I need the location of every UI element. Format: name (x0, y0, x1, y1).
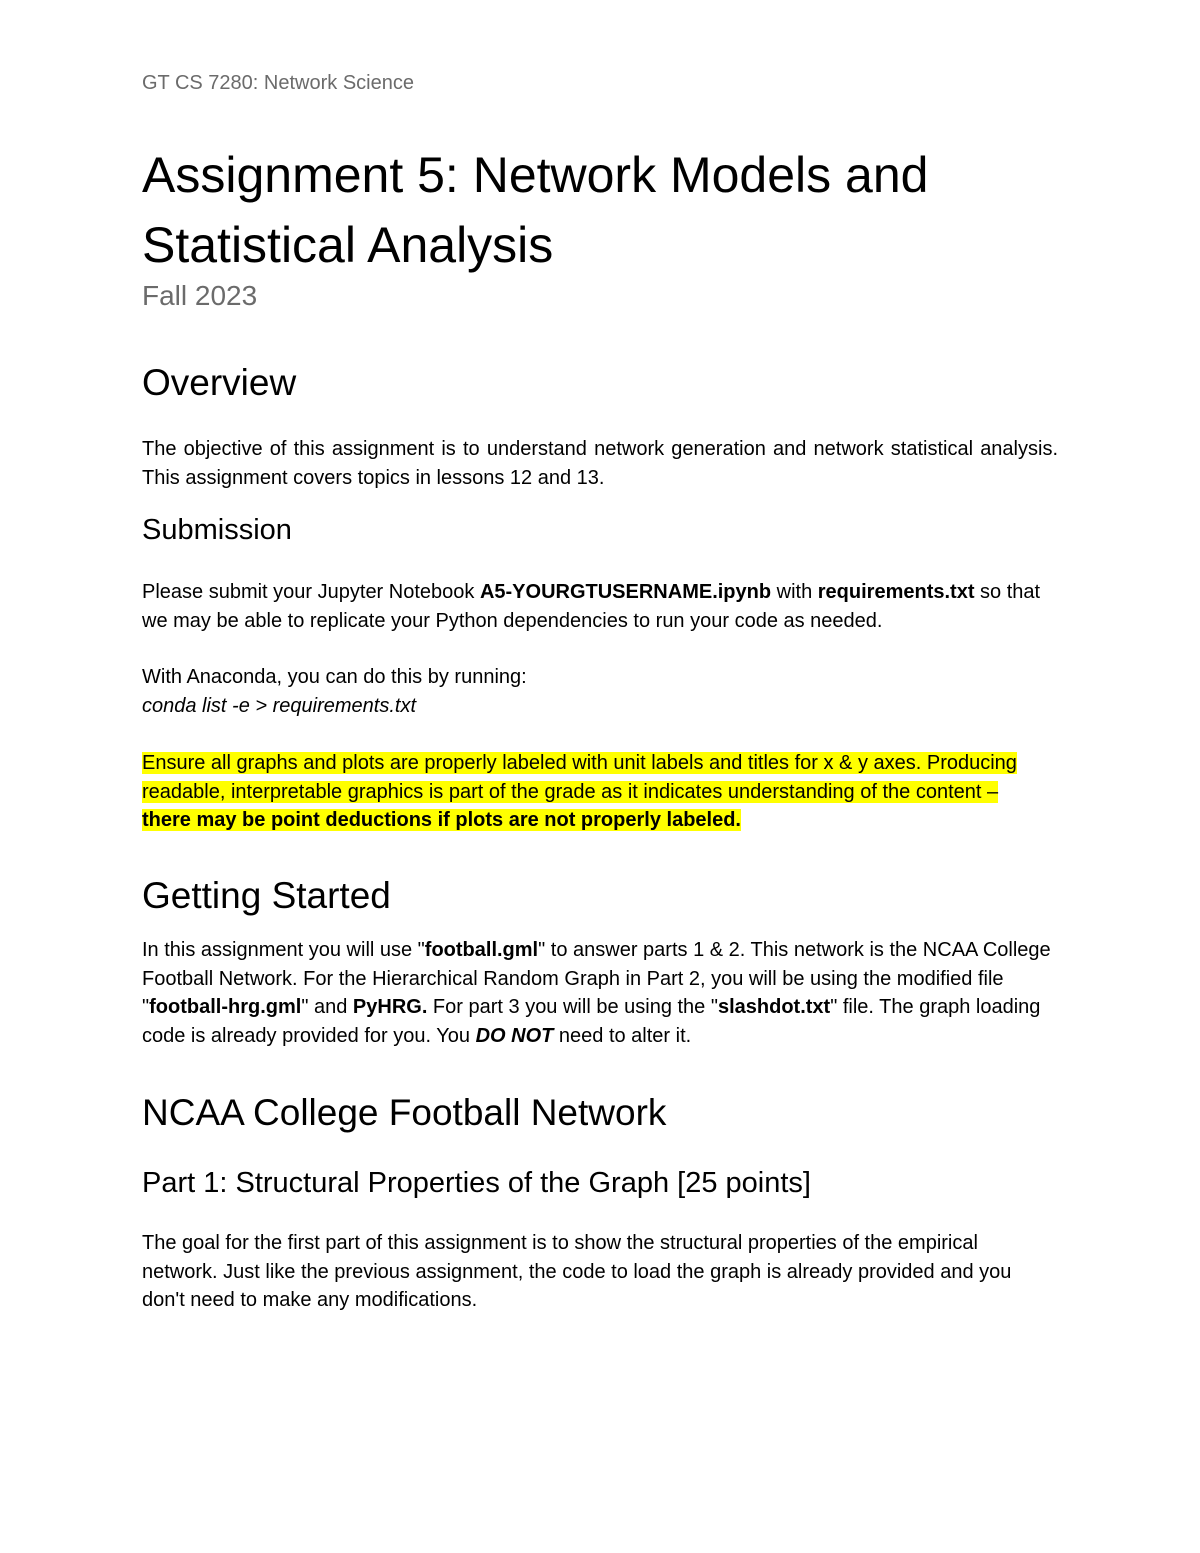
overview-paragraph: The objective of this assignment is to understand network generation and network statistical analysis. This assignment covers topics in lessons 12 and 13. (142, 438, 1058, 489)
page-title: Assignment 5: Network Models and Statistical Analysis (142, 147, 929, 273)
getting-started-paragraph (142, 936, 1057, 1050)
part1-paragraph: The goal for the first part of this assignment is to show the structural properties of the empirical network. Just like the previous assignment, the code to load the graph is already provided and you don't need to make any modifications. (142, 1232, 1012, 1311)
labeling-notice-warning: there may be point deductions if plots are not properly labeled. (142, 809, 741, 831)
part1-heading: Part 1: Structural Properties of the Graph [25 points] (142, 1167, 811, 1199)
submission-text-c: so that we may be able to replicate your Python dependencies to run your code as needed. (142, 581, 1041, 632)
submission-heading: Submission (142, 514, 292, 546)
gs-text-3: " and (301, 996, 353, 1018)
submission-paragraph (142, 578, 1058, 635)
overview-heading: Overview (142, 362, 297, 403)
slashdot-filename: slashdot.txt (717, 996, 831, 1018)
labeling-notice (142, 749, 1042, 835)
gs-text-5: " file. The graph loading code is already provided for you. You (142, 996, 1041, 1047)
getting-started-heading: Getting Started (142, 875, 391, 916)
notebook-filename: A5-YOURGTUSERNAME.ipynb (479, 581, 772, 603)
football-gml-filename: football.gml (424, 939, 539, 961)
conda-command: conda list -e > requirements.txt (142, 694, 417, 717)
do-not-emphasis: DO NOT (475, 1024, 554, 1047)
anaconda-paragraph (142, 663, 1058, 720)
submission-text-a: Please submit your Jupyter Notebook (142, 581, 480, 603)
football-hrg-filename: football-hrg.gml (149, 996, 302, 1018)
anaconda-intro: With Anaconda, you can do this by running: (142, 666, 527, 688)
labeling-notice-text: Ensure all graphs and plots are properly labeled with unit labels and titles for x & y axes. Producing readable, interpretable graphics is part of the grade as it indicates understanding of the content – (142, 752, 1017, 803)
submission-text-b: with (771, 581, 818, 603)
gs-text-1: In this assignment you will use " (142, 939, 425, 961)
gs-text-2: " to answer parts 1 & 2. This network is the NCAA College Football Network. For the Hierarchical Random Graph in Part 2, you will be using the modified file " (142, 939, 1051, 1018)
gs-text-4: For part 3 you will be using the " (427, 996, 718, 1018)
requirements-filename: requirements.txt (817, 581, 975, 603)
pyhrg-name: PyHRG. (352, 996, 428, 1018)
gs-text-6: need to alter it. (553, 1024, 692, 1047)
term-subtitle: Fall 2023 (142, 280, 258, 311)
course-header: GT CS 7280: Network Science (142, 72, 414, 94)
ncaa-heading: NCAA College Football Network (142, 1092, 667, 1133)
